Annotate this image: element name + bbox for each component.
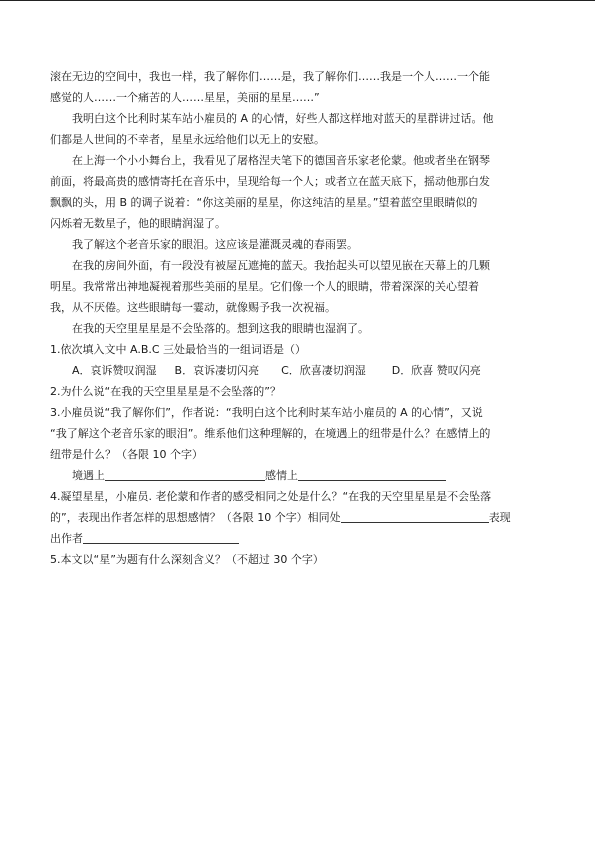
passage-line: 前面，将最高贵的感情寄托在音乐中，呈现给每一个人；或者立在蓝天底下，摇动他那白发 [50, 175, 490, 188]
passage-line: 在我的房间外面，有一段没有被屋瓦遮掩的蓝天。我抬起头可以望见嵌在天幕上的几颗 [72, 259, 490, 272]
passage-line: 明星。我常常出神地凝视着那些美丽的星星。它们像一个人的眼睛，带着深深的关心望着 [50, 280, 479, 293]
question-4-line [50, 528, 555, 549]
situation-label: 境遇上 [72, 469, 105, 482]
common-answer-blank[interactable] [341, 509, 489, 523]
passage-line: 我，从不厌倦。这些眼睛每一霎动，就像赐予我一次祝福。 [50, 301, 336, 314]
question-3-line: “我了解这个老音乐家的眼泪”。维系他们这种理解的，在境遇上的纽带是什么？在感情上的 [50, 427, 491, 440]
question-1-stem: 1.依次填入文中 A.B.C 三处最恰当的一组词语是（） [50, 343, 307, 356]
question-3-line: 3.小雇员说“我了解你们”，作者说：“我明白这个比利时某车站小雇员的 A 的心情”，又说 [50, 406, 483, 419]
question-1-options [50, 360, 555, 381]
question-2-stem: 2.为什么说“在我的天空里星星是不会坠落的”？ [50, 385, 281, 398]
feeling-answer-blank[interactable] [298, 467, 446, 481]
passage-line: 在上海一个小小舞台上，我看见了屠格涅夫笔下的德国音乐家老伦蒙。他或者坐在钢琴 [72, 154, 490, 167]
passage-line: 在我的天空里星星是不会坠落的。想到这我的眼睛也湿润了。 [72, 322, 369, 335]
emotion-answer-blank[interactable] [83, 530, 239, 544]
page-top-rule [0, 0, 595, 1]
option-b[interactable]: B．哀诉凄切闪亮 [174, 364, 260, 377]
passage-line: 们都是人世间的不幸者，星星永远给他们以无上的安慰。 [50, 133, 325, 146]
passage-line: 飘飘的头，用 B 的调子说着：“你这美丽的星星，你这纯洁的星星。”望着蓝空里眼睛似的 [50, 196, 478, 209]
passage-line: 感觉的人……一个痛苦的人……星星，美丽的星星……” [50, 91, 320, 104]
passage-line: 滚在无边的空间中，我也一样，我了解你们……是，我了解你们……我是一个人……一个能 [50, 70, 490, 83]
situation-answer-blank[interactable] [105, 467, 265, 481]
question-3-line: 纽带是什么？（各限 10 个字） [50, 448, 203, 461]
question-4-line: 4.凝望星星，小雇员. 老伦蒙和作者的感受相同之处是什么？“在我的天空里星星是不会坠落 [50, 490, 492, 503]
question-4-line2-tail: 表现 [488, 511, 511, 524]
feeling-label: 感情上 [265, 469, 298, 482]
passage-line: 我了解这个老音乐家的眼泪。这应该是灌溉灵魂的春雨罢。 [72, 238, 358, 251]
option-a[interactable]: A．哀诉赞叹润湿 [72, 364, 157, 377]
question-4-line3-text: 出作者 [50, 532, 83, 545]
passage-line: 闪烁着无数星子，他的眼睛润湿了。 [50, 217, 226, 230]
document-content [50, 66, 555, 570]
option-d[interactable]: D．欣喜 赞叹闪亮 [391, 364, 481, 377]
question-3-answers [50, 465, 555, 486]
question-4-line [50, 507, 555, 528]
option-c[interactable]: C．欣喜凄切润湿 [281, 364, 366, 377]
question-5-stem: 5.本文以“星”为题有什么深刻含义？（不超过 30 个字） [50, 553, 324, 566]
passage-line: 我明白这个比利时某车站小雇员的 A 的心情，好些人都这样地对蓝天的星群讲过话。他 [72, 112, 494, 125]
question-4-line2-text: 的”，表现出作者怎样的思想感情？（各限 10 个字）相同处 [50, 511, 341, 524]
